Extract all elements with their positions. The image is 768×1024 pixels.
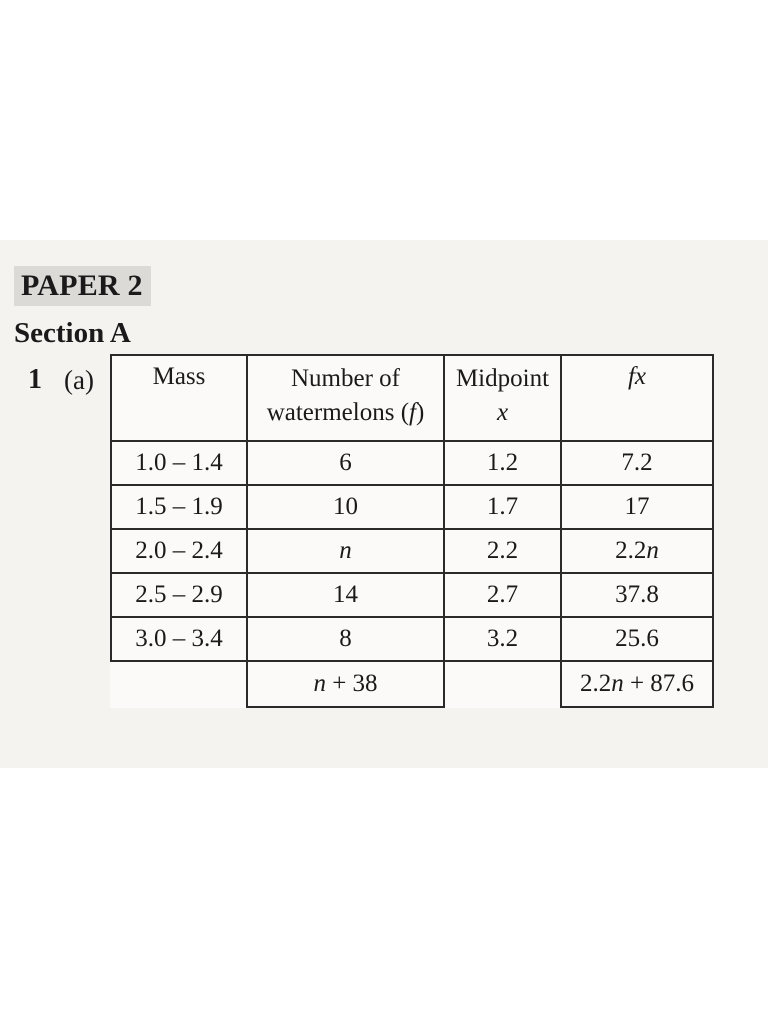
table-row	[111, 441, 713, 485]
total-frequency	[247, 661, 444, 707]
total-fx-rest: + 87.6	[623, 670, 695, 697]
section-heading: Section A	[14, 317, 131, 349]
header-frequency	[247, 355, 444, 441]
question-number: 1	[28, 364, 42, 395]
frequency-table	[110, 354, 714, 708]
cell-midpoint: 2.7	[444, 573, 561, 617]
cell-fx	[561, 529, 713, 573]
cell-fx: 17	[561, 485, 713, 529]
table-header-row	[111, 355, 713, 441]
blank-cell	[444, 661, 561, 707]
cell-mass: 3.0 – 3.4	[111, 617, 247, 661]
cell-fx-coefficient: 2.2	[615, 537, 647, 564]
header-fx	[561, 355, 713, 441]
cell-frequency: 6	[247, 441, 444, 485]
header-frequency-close: )	[415, 399, 425, 426]
cell-fx: 7.2	[561, 441, 713, 485]
header-frequency-line2: watermelons (	[266, 399, 410, 426]
header-midpoint-line1: Midpoint	[455, 365, 550, 392]
header-midpoint	[444, 355, 561, 441]
cell-mass: 2.0 – 2.4	[111, 529, 247, 573]
total-fx-coefficient: 2.2	[579, 670, 612, 697]
question-part-label: (a)	[64, 365, 94, 395]
cell-mass: 2.5 – 2.9	[111, 573, 247, 617]
cell-midpoint: 1.7	[444, 485, 561, 529]
cell-midpoint: 2.2	[444, 529, 561, 573]
cell-fx-variable: n	[646, 537, 659, 564]
table-row	[111, 617, 713, 661]
blank-cell	[111, 661, 247, 707]
cell-midpoint: 3.2	[444, 617, 561, 661]
table-total-row	[111, 661, 713, 707]
header-mass-label: Mass	[152, 363, 206, 390]
paper-heading: PAPER 2	[14, 266, 151, 306]
table-row	[111, 529, 713, 573]
table-row	[111, 573, 713, 617]
table-row	[111, 485, 713, 529]
cell-frequency: n	[247, 529, 444, 573]
header-mass	[111, 355, 247, 441]
cell-mass: 1.5 – 1.9	[111, 485, 247, 529]
cell-fx: 25.6	[561, 617, 713, 661]
header-fx-label: fx	[627, 363, 647, 390]
cell-mass: 1.0 – 1.4	[111, 441, 247, 485]
cell-fx: 37.8	[561, 573, 713, 617]
cell-frequency: 8	[247, 617, 444, 661]
total-fx-variable: n	[611, 670, 624, 697]
cell-frequency: 10	[247, 485, 444, 529]
header-frequency-symbol: f	[409, 399, 416, 426]
header-midpoint-symbol: x	[496, 399, 509, 426]
total-frequency-variable: n	[313, 670, 326, 697]
cell-midpoint: 1.2	[444, 441, 561, 485]
total-fx	[561, 661, 713, 707]
cell-frequency: 14	[247, 573, 444, 617]
header-frequency-line1: Number of	[291, 365, 400, 392]
total-frequency-rest: + 38	[325, 670, 378, 697]
